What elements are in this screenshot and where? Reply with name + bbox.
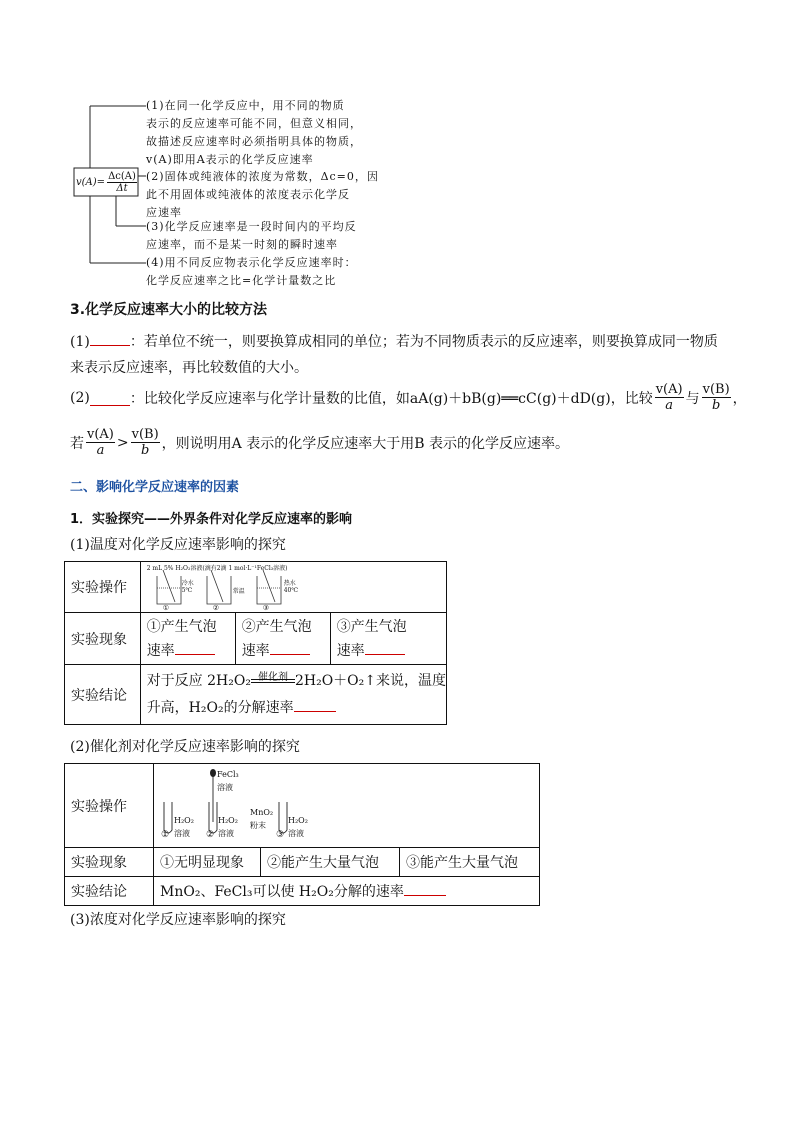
para-text: ：比较化学反应速率与化学计量数的比值，如 <box>129 390 410 407</box>
formula-denominator: Δt <box>116 183 128 194</box>
note-line: (1)在同一化学反应中，用不同的物质 <box>146 99 345 112</box>
fraction-denominator: a <box>665 398 674 413</box>
figure-label: 溶液 <box>174 829 190 838</box>
para-label: (1) <box>70 334 90 350</box>
para-text: 与 <box>685 390 700 407</box>
figure-label: 冷水 5℃ <box>181 580 194 594</box>
cell-text: 速率 <box>336 642 365 659</box>
cell-text: ③产生气泡 <box>336 618 407 635</box>
answer-blank[interactable] <box>270 654 310 655</box>
subsection-title: 1．实验探究——外界条件对化学反应速率的影响 <box>70 512 353 527</box>
cell-text: 速率 <box>146 642 175 659</box>
row-header: 实验操作 <box>65 764 154 848</box>
table-row <box>65 848 540 877</box>
figure-label: H₂O₂ <box>174 816 194 825</box>
row-header: 实验现象 <box>65 613 141 665</box>
figure-label: 常温 <box>232 588 245 595</box>
table-row <box>65 877 540 906</box>
note-line: 化学反应速率之比=化学计量数之比 <box>146 274 337 287</box>
fraction-numerator: v(A) <box>655 382 683 397</box>
figure-label: 粉末 <box>250 821 266 830</box>
row-header: 实验结论 <box>65 877 154 906</box>
note-line: 故描述反应速率时必须指明具体的物质， <box>146 135 362 148</box>
figure-label: H₂O₂ <box>288 816 308 825</box>
figure-number: ③ <box>262 604 269 612</box>
figure-number: ② <box>206 830 215 840</box>
cell-text: 速率 <box>241 642 270 659</box>
table-row <box>65 764 540 848</box>
figure-number: ② <box>212 604 219 612</box>
phenomenon-cell <box>330 613 446 665</box>
cell-text: 对于反应 2H₂O₂ <box>146 672 251 689</box>
para-text: ，则说明用A 表示的化学反应速率大于用B 表示的化学反应速率。 <box>161 435 569 452</box>
cell-text: ①产生气泡 <box>146 618 217 635</box>
note-line: (4)用不同反应物表示化学反应速率时： <box>146 256 357 269</box>
table-row <box>65 613 447 665</box>
conclusion-cell <box>154 877 540 906</box>
note-line: v(A)即用A表示的化学反应速率 <box>146 153 314 166</box>
figure-label: H₂O₂ <box>218 816 238 825</box>
cell-text: MnO₂、FeCl₃可以使 H₂O₂分解的速率 <box>160 884 404 900</box>
figure-number: ③ <box>276 830 285 840</box>
note-2 <box>146 168 379 222</box>
experiment-figure <box>140 562 446 613</box>
para-text: ， <box>732 390 747 407</box>
note-3 <box>146 218 357 254</box>
para-text: 若 <box>70 435 84 452</box>
figure-label: 溶液 <box>217 783 233 792</box>
figure-label: 溶液 <box>288 829 304 838</box>
catalyst-table <box>64 763 540 906</box>
item-catalyst: (2)催化剂对化学反应速率影响的探究 <box>70 739 300 755</box>
section-3-para-2 <box>70 382 770 413</box>
fraction-denominator: b <box>711 398 721 413</box>
note-line: 表示的反应速率可能不同，但意义相同， <box>146 117 362 130</box>
item-concentration: (3)浓度对化学反应速率影响的探究 <box>70 912 286 928</box>
answer-blank[interactable] <box>175 654 215 655</box>
velocity-formula <box>76 171 139 194</box>
item-temperature: (1)温度对化学反应速率影响的探究 <box>70 537 286 553</box>
note-line: 应速率，而不是某一时刻的瞬时速率 <box>146 238 338 251</box>
answer-blank[interactable] <box>90 389 130 406</box>
answer-blank[interactable] <box>365 654 405 655</box>
section-3-title: 3.化学反应速率大小的比较方法 <box>70 302 268 318</box>
cell-text: 2H₂O＋O₂↑来说，温度 <box>294 672 446 689</box>
fraction-denominator: b <box>140 443 150 458</box>
table-row <box>65 665 447 725</box>
catalyst-label: 催化剂 <box>257 671 288 683</box>
cell-text: 升高，H₂O₂的分解速率 <box>146 699 294 716</box>
note-line: 此不用固体或纯液体的浓度表示化学反 <box>146 188 350 201</box>
phenomenon-cell: ②能产生大量气泡 <box>261 848 400 877</box>
section-heading: 二、影响化学反应速率的因素 <box>70 480 240 495</box>
phenomenon-cell <box>140 613 235 665</box>
note-line: (3)化学反应速率是一段时间内的平均反 <box>146 220 357 233</box>
phenomenon-cell: ①无明显现象 <box>154 848 261 877</box>
para-text: 来表示反应速率，再比较数值的大小。 <box>70 360 308 376</box>
answer-blank[interactable] <box>90 345 130 346</box>
para-label: (2) <box>70 389 90 406</box>
figure-number: ① <box>162 604 169 612</box>
answer-blank[interactable] <box>404 895 446 896</box>
phenomenon-cell: ③能产生大量气泡 <box>400 848 540 877</box>
formula-numerator: Δc(A) <box>108 171 136 182</box>
fraction-denominator: a <box>96 443 105 458</box>
answer-blank[interactable] <box>294 711 336 712</box>
row-header: 实验操作 <box>65 562 141 613</box>
note-line: 应速率 <box>146 206 182 219</box>
para-text: ：若单位不统一，则要换算成相同的单位；若为不同物质表示的反应速率，则要换算成同一物质 <box>129 334 718 350</box>
note-1 <box>146 97 362 169</box>
greater-than: > <box>116 434 129 451</box>
table-row <box>65 562 447 613</box>
section-3-para-1 <box>70 329 750 381</box>
figure-caption: 2 mL 5% H₂O₂溶液(滴有2滴 1 mol·L⁻¹FeCl₃溶液) <box>146 565 288 572</box>
equation: aA(g)＋bB(g)══cC(g)＋dD(g)，比较 <box>409 390 653 407</box>
fraction-numerator: v(A) <box>87 427 114 442</box>
figure-label: MnO₂ <box>250 808 274 817</box>
formula-lhs: v(A)= <box>76 177 106 188</box>
phenomenon-cell <box>235 613 330 665</box>
figure-label: 溶液 <box>218 829 234 838</box>
fraction-numerator: v(B) <box>131 427 159 442</box>
conclusion-cell <box>140 665 446 725</box>
row-header: 实验结论 <box>65 665 141 725</box>
note-line: (2)固体或纯液体的浓度为常数，Δc=0，因 <box>146 170 379 183</box>
temperature-table <box>64 561 447 725</box>
figure-number: ① <box>161 830 170 840</box>
cell-text: ②产生气泡 <box>241 618 312 635</box>
figure-label: FeCl₃ <box>217 770 239 779</box>
figure-label: 热水 40℃ <box>283 580 299 594</box>
section-3-para-3 <box>70 427 569 458</box>
note-4 <box>146 254 357 290</box>
row-header: 实验现象 <box>65 848 154 877</box>
fraction-numerator: v(B) <box>702 382 730 397</box>
experiment-figure <box>154 764 540 848</box>
